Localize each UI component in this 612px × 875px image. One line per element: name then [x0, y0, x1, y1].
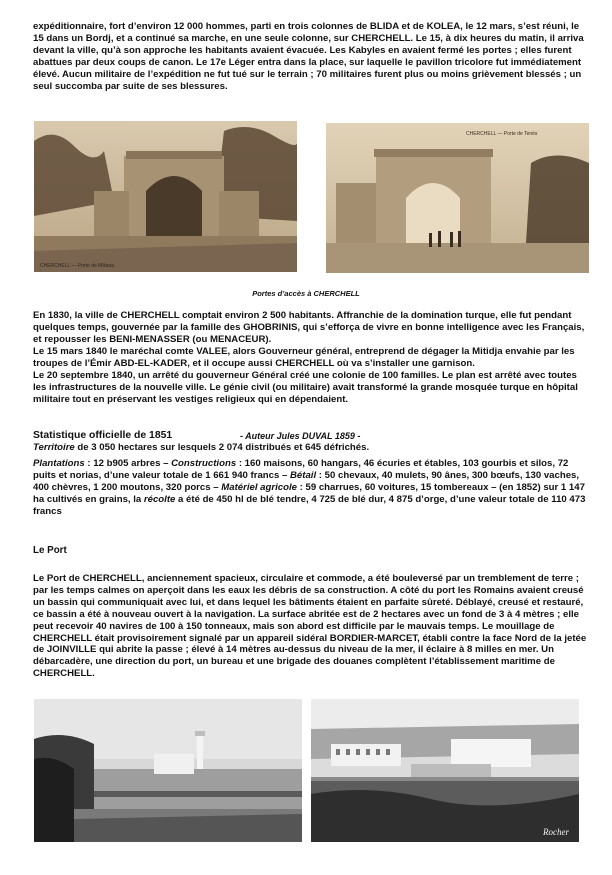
label-recolte: récolte	[143, 493, 176, 505]
label-plantations: Plantations	[33, 458, 85, 469]
statistics-details	[33, 458, 588, 518]
port-section-title: Le Port	[33, 545, 67, 556]
photo-gate-left	[34, 121, 297, 272]
history-paragraph-2: Le 15 mars 1840 le maréchal comte VALEE, alors Gouverneur général, entreprend de dégager la Mitidja envahie par les troupes de l’Émir ABD-EL-KADER, et il occupe aussi CHERCHELL où va s’installer une garnison.	[33, 346, 575, 369]
statistics-author: - Auteur Jules DUVAL 1859 -	[240, 431, 361, 441]
statistics-heading: Statistique officielle de 1851	[33, 430, 173, 441]
text-materiel: : 59 charrues, 60 voitures, 15 tombereaux – (en 1852) sur 1 147 ha cultivés en grains, la	[33, 481, 585, 505]
text-betail: : 50 chevaux, 40 mulets, 90 ânes, 300 bœufs, 130 vaches, 400 chèvres, 1 200 moutons, 320 porcs –	[33, 469, 580, 493]
label-constructions: Constructions	[171, 458, 237, 469]
history-paragraph-1: En 1830, la ville de CHERCHELL comptait environ 2 500 habitants. Affranchie de la domination turque, elle fut pendant quelques temps, gouvernée par la famille des GHOBRINIS, qui s’efforça de vivre en bonne intelligence avec les Français, et repousser les BENI-MENASSER (ou MENACEUR).	[33, 310, 585, 345]
postcard-text-right: CHERCHELL — Porte de Tenès	[466, 131, 538, 137]
label-materiel: Matériel agricole	[221, 481, 297, 493]
label-betail: Bétail	[290, 469, 317, 481]
photo-harbor-lighthouse	[34, 699, 302, 842]
photo-signature: Rocher	[543, 827, 569, 837]
postcard-text-left: CHERCHELL — Porte de Miliana	[40, 263, 115, 269]
photo-caption: Portes d’accès à CHERCHELL	[252, 289, 360, 298]
intro-paragraph: expéditionnaire, fort d’environ 12 000 hommes, parti en trois colonnes de BLIDA et de KOLEA, le 12 mars, s’est réuni, le 15 dans un Bordj, et a continué sa marche, en une seule colonne, sur CHERCHELL. Le 15, à dix heures du matin, il arriva devant la ville, qu’à son approche les habitants avaient évacuée. Les Kabyles en avaient fermé les portes ; elles furent abattues par deux coups de canon. Le 17e Léger entra dans la place, sur laquelle le pavillon tricolore fut immédiatement élevé. Aucun militaire de l’expédition ne fut tué sur le terrain ; 70 militaires furent plus ou moins grièvement blessés ; un seul succomba par suite de ses blessures.	[33, 21, 584, 92]
photo-gate-right	[326, 123, 589, 273]
photo-port-buildings	[311, 699, 579, 842]
history-paragraph-3: Le 20 septembre 1840, un arrêté du gouverneur Général créé une colonie de 100 familles. Le plan est arrêté avec toutes les infrastructures de la nouvelle ville. Le génie civil (ou militaire) avait transformé la grande mosquée turque en hôpital militaire tout en préservant les vestiges religieux qui en dépendaient.	[33, 370, 578, 405]
statistics-territoire	[33, 442, 588, 454]
text-territoire: de 3 050 hectares sur lesquels 2 074 distribués et 645 défrichés.	[74, 442, 370, 453]
text-constructions: : 160 maisons, 60 hangars, 46 écuries et étables, 103 gourbis et silos, 72 puits et norias, d’une valeur totale de 1 661 940 francs –	[33, 458, 569, 481]
text-plantations: : 12 b905 arbres –	[84, 458, 172, 469]
text-recolte: a été de 450 hl de blé tendre, 4 725 de blé dur, 4 875 d’orge, d’une valeur totale de 110 473 francs	[33, 493, 586, 517]
label-territoire: Territoire	[33, 442, 75, 453]
port-paragraph: Le Port de CHERCHELL, anciennement spacieux, circulaire et commode, a été bouleversé par un tremblement de terre ; par les temps calmes on aperçoit dans les eaux les débris de sa construction. A côté du port les Romains avaient creusé un bassin qui communiquait avec lui, et dans lequel les bâtiments étaient en parfaite sûreté. Déblayé, creusé et restauré, ce bassin a été à nouveau ouvert à la navigation. La surface abritée est de 2 hectares avec un fond de 3 à 4 mètres ; elle peut recevoir 40 navires de 100 à 150 tonneaux, mais son abord est difficile par le mauvais temps. Le mouillage de CHERCHELL était provisoirement signalé par un appareil sidéral BORDIER-MARCET, établi contre la face Nord de la jetée de JOINVILLE qui abrite la passe ; élevé à 14 mètres au-dessus du niveau de la mer, il éclaire à 8 milles en mer. Un débarcadère, une direction du port, un bureau et une brigade des douanes complètent l’établissement maritime de CHERCHELL.	[33, 573, 587, 680]
